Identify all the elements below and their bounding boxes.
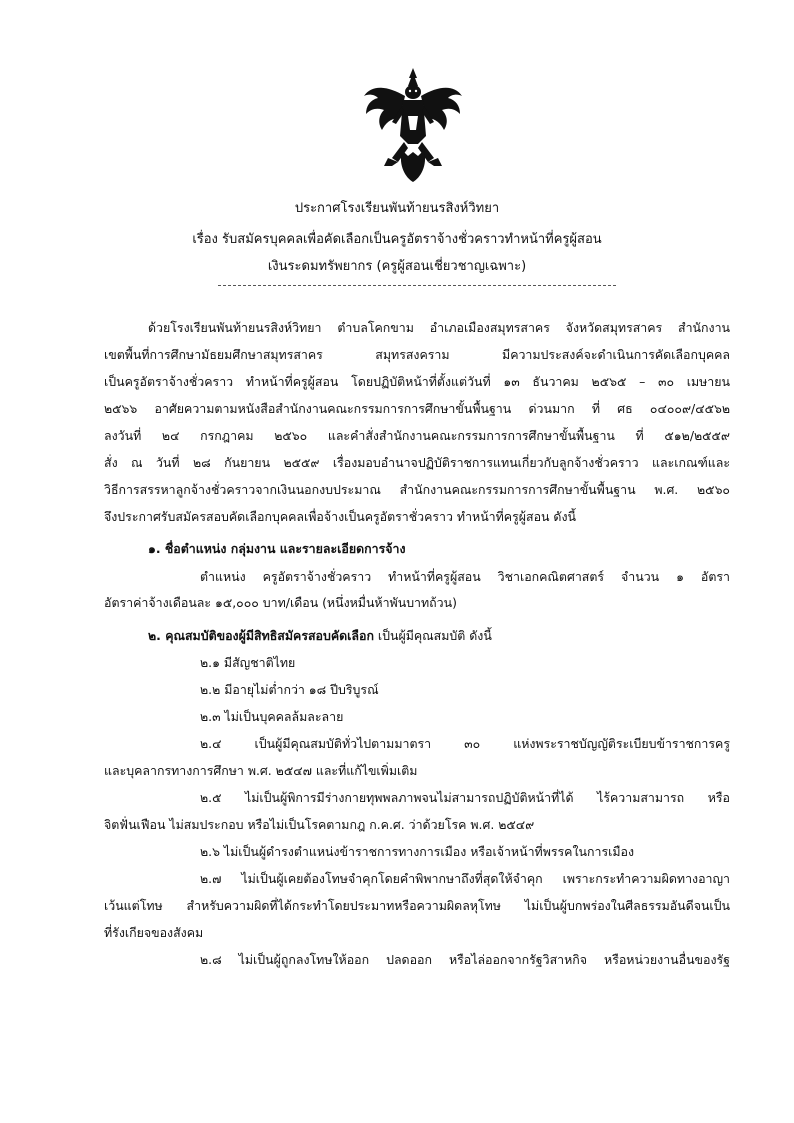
intro-line: ลงวันที่ ๒๔ กรกฎาคม ๒๕๖๐ และคำสั่งสำนักงานคณะกรรมการการศึกษาขั้นพื้นฐาน ที่ ๕๑๒/๒๕๕๙ [104, 428, 730, 443]
intro-line: สั่ง ณ วันที่ ๒๘ กันยายน ๒๕๕๙ เรื่องมอบอำนาจปฏิบัติราชการแทนเกี่ยวกับลูกจ้างชั่วคราว และเกณฑ์และ [104, 455, 730, 470]
section-2-heading: ๒. คุณสมบัติของผู้มีสิทธิสมัครสอบคัดเลือก [148, 628, 374, 643]
qualification-item: ๒.๔ เป็นผู้มีคุณสมบัติทั่วไปตามมาตรา ๓๐ แห่งพระราชบัญญัติระเบียบข้าราชการครู [200, 736, 730, 751]
announcement-funding: เงินระดมทรัพยากร (ครูผู้สอนเชี่ยวชาญเฉพาะ) [267, 259, 527, 274]
announcement-subject: เรื่อง รับสมัครบุคคลเพื่อคัดเลือกเป็นครูอัตราจ้างชั่วคราวทำหน้าที่ครูผู้สอน [192, 232, 602, 247]
qualification-item-cont: ที่รังเกียจของสังคม [104, 925, 204, 940]
intro-line: ๒๕๖๖ อาศัยความตามหนังสือสำนักงานคณะกรรมการการศึกษาขั้นพื้นฐาน ด่วนมาก ที่ ศธ ๐๔๐๐๙/๔๕๖๒ [104, 401, 730, 416]
qualification-item-cont: จิตฟั่นเฟือน ไม่สมประกอบ หรือไม่เป็นโรคตามกฎ ก.ค.ศ. ว่าด้วยโรค พ.ศ. ๒๕๔๙ [104, 817, 535, 832]
intro-line: วิธีการสรรหาลูกจ้างชั่วคราวจากเงินนอกงบประมาณ สำนักงานคณะกรรมการการศึกษาขั้นพื้นฐาน พ.ศ. ๒๕๖๐ [104, 482, 730, 497]
section-1-salary: อัตราค่าจ้างเดือนละ ๑๕,๐๐๐ บาท/เดือน (หนึ่งหมื่นห้าพันบาทถ้วน) [104, 595, 457, 610]
intro-line: จึงประกาศรับสมัครสอบคัดเลือกบุคคลเพื่อจ้างเป็นครูอัตราชั่วคราว ทำหน้าที่ครูผู้สอน ดังนี้ [104, 509, 576, 524]
intro-line: เขตพื้นที่การศึกษามัธยมศึกษาสมุทรสาคร สมุทรสงคราม มีความประสงค์จะดำเนินการคัดเลือกบุคคล [104, 347, 730, 362]
section-1-heading: ๑. ชื่อตำแหน่ง กลุ่มงาน และรายละเอียดการจ้าง [148, 541, 406, 556]
qualification-item-cont: และบุคลากรทางการศึกษา พ.ศ. ๒๕๔๗ และที่แก้ไขเพิ่มเติม [104, 763, 418, 778]
qualification-item-cont: เว้นแต่โทษ สำหรับความผิดที่ได้กระทำโดยประมาทหรือความผิดลหุโทษ ไม่เป็นผู้บกพร่องในศีลธรรมอันดีจนเป็น [104, 898, 730, 913]
dashed-divider [218, 285, 616, 286]
qualification-item: ๒.๕ ไม่เป็นผู้พิการมีร่างกายทุพพลภาพจนไม่สามารถปฏิบัติหน้าที่ได้ ไร้ความสามารถ หรือ [200, 790, 730, 805]
garuda-emblem-icon [358, 66, 468, 186]
section-1-position: ตำแหน่ง ครูอัตราจ้างชั่วคราว ทำหน้าที่ครูผู้สอน วิชาเอกคณิตศาสตร์ จำนวน ๑ อัตรา [200, 569, 730, 584]
section-2-heading-tail: เป็นผู้มีคุณสมบัติ ดังนี้ [373, 628, 492, 643]
intro-line: เป็นครูอัตราจ้างชั่วคราว ทำหน้าที่ครูผู้สอน โดยปฏิบัติหน้าที่ตั้งแต่วันที่ ๑๓ ธันวาคม ๒๕๖๕ – ๓๐ เมษายน [104, 374, 730, 389]
qualification-item: ๒.๓ ไม่เป็นบุคคลล้มละลาย [200, 709, 344, 724]
qualification-item: ๒.๑ มีสัญชาติไทย [200, 655, 296, 670]
qualification-item: ๒.๖ ไม่เป็นผู้ดำรงตำแหน่งข้าราชการทางการเมือง หรือเจ้าหน้าที่พรรคในการเมือง [200, 844, 634, 859]
qualification-item: ๒.๗ ไม่เป็นผู้เคยต้องโทษจำคุกโดยคำพิพากษาถึงที่สุดให้จำคุก เพราะกระทำความผิดทางอาญา [200, 871, 730, 886]
intro-line: ด้วยโรงเรียนพันท้ายนรสิงห์วิทยา ตำบลโคกขาม อำเภอเมืองสมุทรสาคร จังหวัดสมุทรสาคร สำนักงาน [148, 320, 730, 335]
section-2-heading-row [148, 626, 730, 646]
qualification-item: ๒.๘ ไม่เป็นผู้ถูกลงโทษให้ออก ปลดออก หรือไล่ออกจากรัฐวิสาหกิจ หรือหน่วยงานอื่นของรัฐ [200, 952, 730, 967]
qualification-item: ๒.๒ มีอายุไม่ต่ำกว่า ๑๘ ปีบริบูรณ์ [200, 682, 379, 697]
announcement-title: ประกาศโรงเรียนพันท้ายนรสิงห์วิทยา [294, 201, 500, 216]
